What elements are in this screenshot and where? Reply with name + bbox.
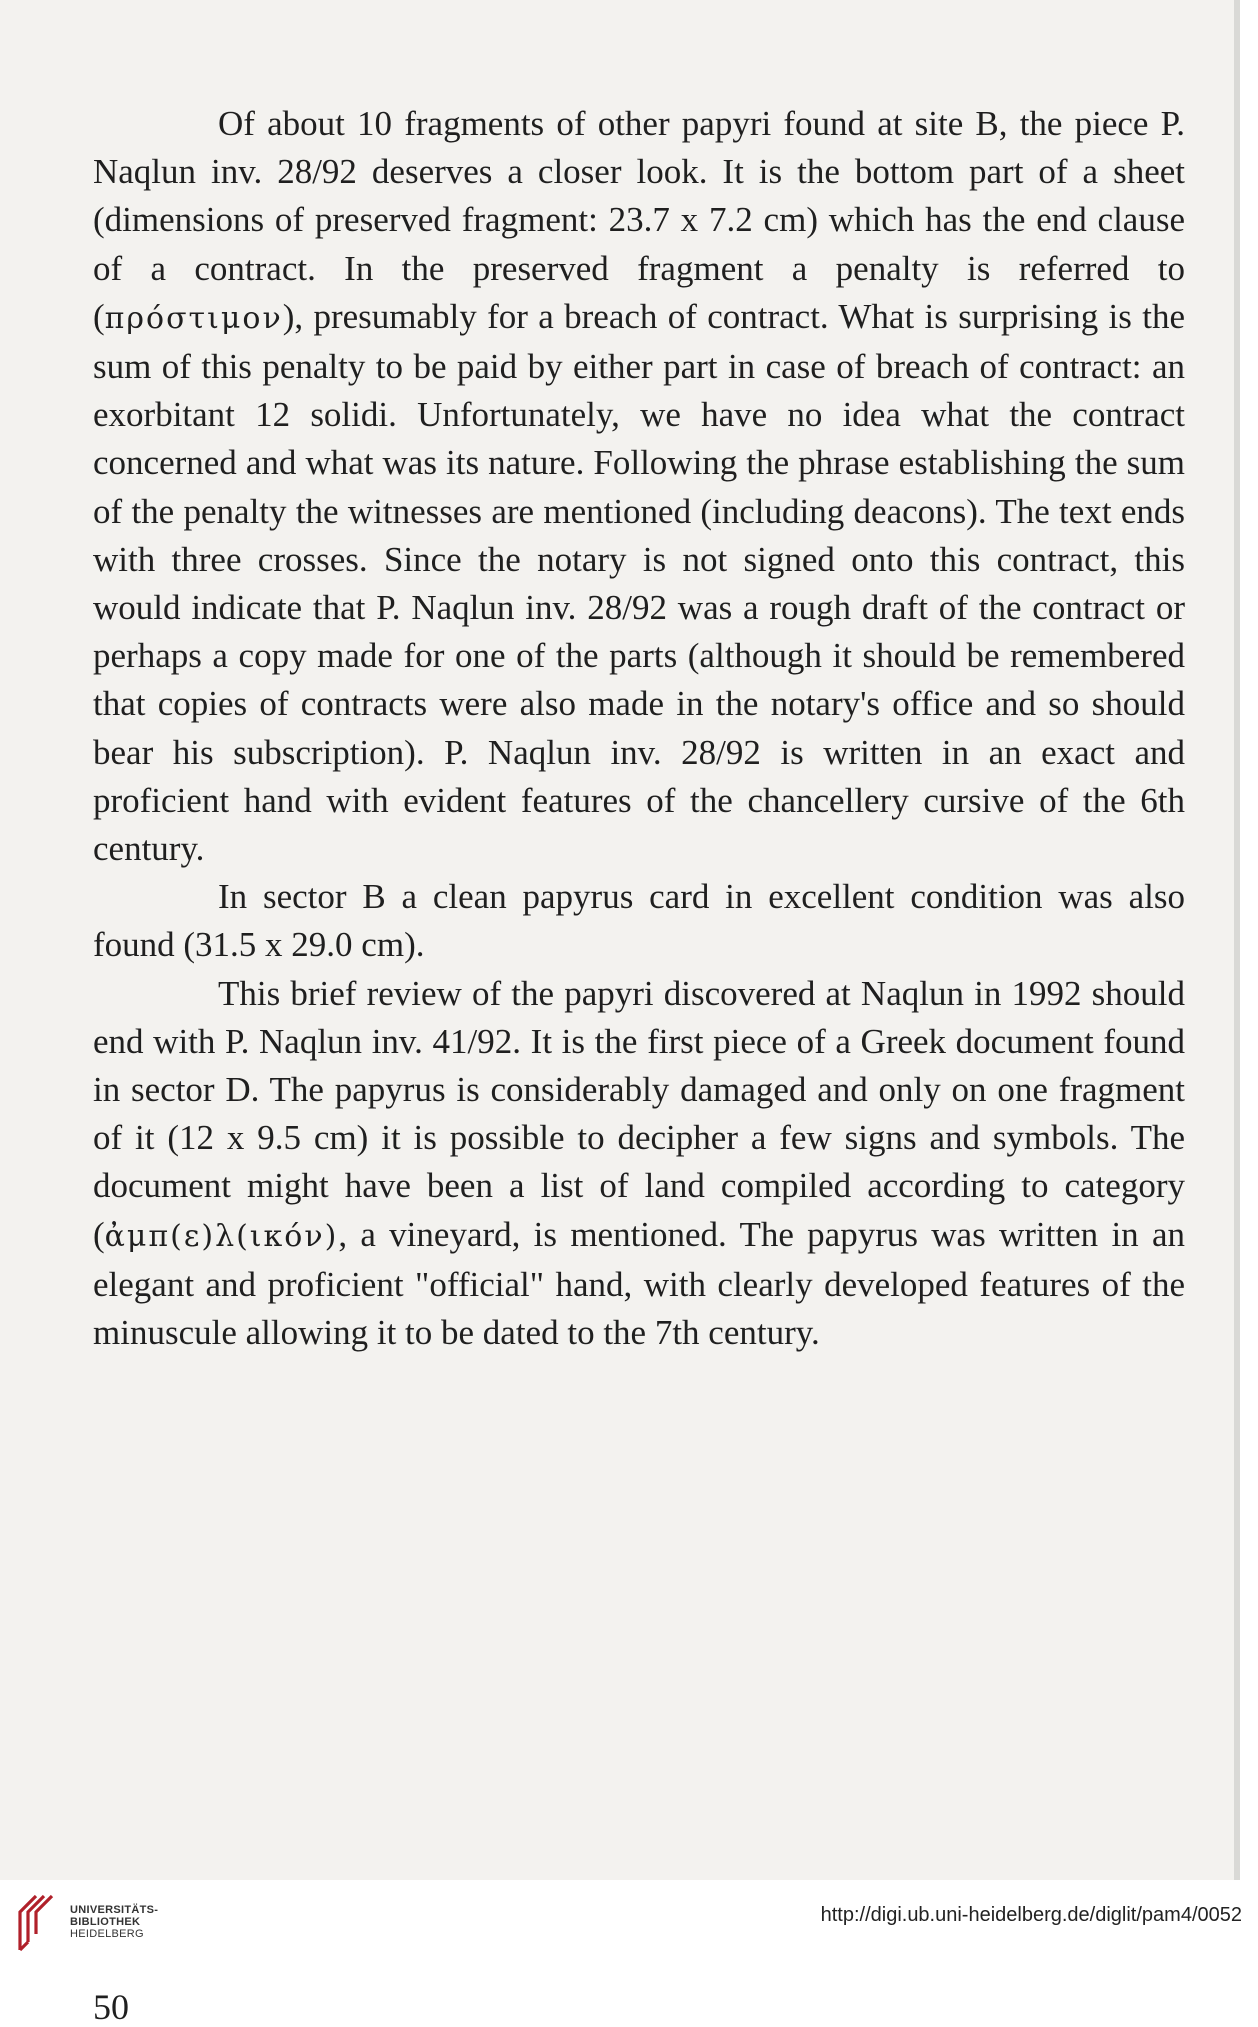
page-number: 50 xyxy=(93,1987,129,2027)
library-name xyxy=(70,1904,158,1940)
paragraph-1 xyxy=(93,100,1185,873)
greek-term-ampelikon: ἀμπ(ε)λ(ικόν) xyxy=(104,1218,339,1254)
paragraph-2-text: In sector B a clean papyrus card in excellent condition was also found (31.5 x 29.0 cm). xyxy=(93,877,1185,965)
library-logo-icon xyxy=(14,1892,62,1954)
source-url-link[interactable]: http://digi.ub.uni-heidelberg.de/diglit/pam4/0052 xyxy=(820,1904,1242,1926)
paragraph-2 xyxy=(93,873,1185,969)
digitization-footer xyxy=(0,1880,1258,1971)
paragraph-3-text-start: This brief review of the papyri discovered at Naqlun in 1992 should end with P. Naqlun inv. 41/92. It is the first piece of a Greek document found in sector D. The papyrus is considerably damaged and only on one fragment of it (12 x 9.5 cm) it is possible to decipher a few signs and symbols. The document might have been a list of land compiled according to category ( xyxy=(93,973,1185,1254)
paragraph-3 xyxy=(93,970,1185,1358)
paragraph-1-text-start: Of about 10 fragments of other papyri found at site B, the piece P. Naqlun inv. 28/92 deserves a closer look. It is the bottom part of a sheet (dimensions of preserved fragment: 23.7 x 7.2 cm) which has the end clause of a contract. In the preserved fragment a penalty is referred to ( xyxy=(93,104,1185,336)
paragraph-3-text-end: , a vineyard, is mentioned. The papyrus was written in an elegant and proficient "official" hand, with clearly developed features of the minuscule allowing it to be dated to the 7th century. xyxy=(93,1214,1185,1353)
library-name-line-1: UNIVERSITÄTS- xyxy=(70,1904,159,1916)
greek-term-prostimon: πρόστιμον xyxy=(104,300,283,336)
library-name-line-2: BIBLIOTHEK xyxy=(70,1916,141,1928)
body-text xyxy=(93,100,1185,1357)
library-name-line-3: HEIDELBERG xyxy=(70,1928,144,1940)
paragraph-1-text-end: ), presumably for a breach of contract. What is surprising is the sum of this penalty to be paid by either part in case of breach of contract: an exorbitant 12 solidi. Unfortunately, we have no idea what the contract concerned and what was its nature. Following the phrase establishing the sum of the penalty the witnesses are mentioned (including deacons). The text ends with three crosses. Since the notary is not signed onto this contract, this would indicate that P. Naqlun inv. 28/92 was a rough draft of the contract or perhaps a copy made for one of the parts (although it should be remembered that copies of contracts were also made in the notary's office and so should bear his subscription). P. Naqlun inv. 28/92 is written in an exact and proficient hand with evident features of the chancellery cursive of the 6th century. xyxy=(93,296,1185,869)
